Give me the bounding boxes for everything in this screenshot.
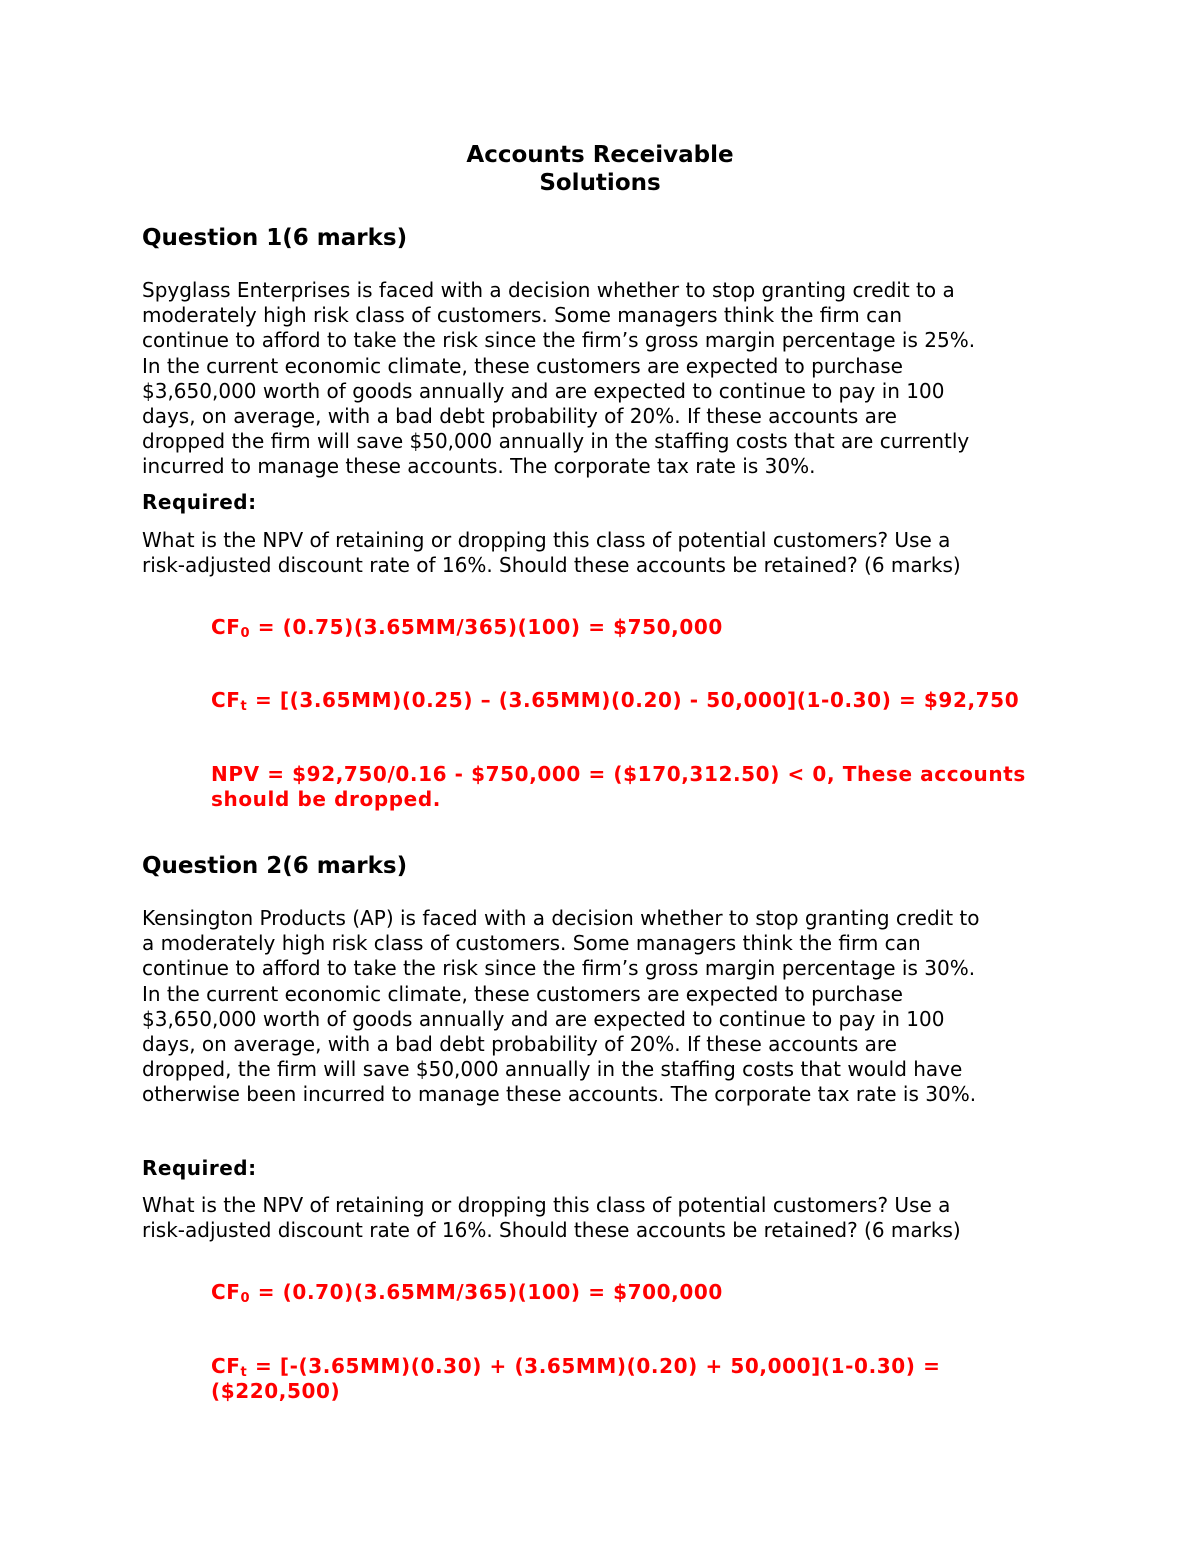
q2-required-line: risk-adjusted discount rate of 16%. Should these accounts be retained? (6 marks) [142, 1218, 961, 1243]
q1-body-line: days, on average, with a bad debt probability of 20%. If these accounts are [142, 404, 897, 429]
cf-symbol: CF [211, 1354, 241, 1378]
q2-body-line: In the current economic climate, these customers are expected to purchase [142, 981, 903, 1006]
q1-body-line: dropped the firm will save $50,000 annually in the staffing costs that are currently [142, 429, 970, 454]
cft-line-2: ($220,500) [211, 1379, 341, 1404]
cft-line-1 [211, 1354, 940, 1379]
q2-cf0-equation [211, 1280, 723, 1305]
npv-line: should be dropped. [211, 787, 441, 812]
cf-symbol: CF [211, 688, 241, 712]
q2-body-line: $3,650,000 worth of goods annually and are expected to continue to pay in 100 [142, 1006, 945, 1031]
q1-cft-equation [211, 688, 1019, 713]
q2-body-line: dropped, the firm will save $50,000 annually in the staffing costs that would have [142, 1057, 963, 1082]
cf-subscript: 0 [240, 1291, 251, 1306]
q1-body-line: In the current economic climate, these customers are expected to purchase [142, 353, 903, 378]
q1-cf0-equation [211, 615, 723, 640]
q2-body-line: otherwise been incurred to manage these accounts. The corporate tax rate is 30%. [142, 1082, 977, 1107]
cf0-expression: = (0.75)(3.65MM/365)(100) = $750,000 [250, 615, 723, 639]
q1-body-line: continue to afford to take the risk since the firm’s gross margin percentage is 25%. [142, 328, 976, 353]
q1-body-line: Spyglass Enterprises is faced with a decision whether to stop granting credit to a [142, 278, 955, 302]
cf-symbol: CF [211, 1280, 241, 1304]
question-1-required-label: Required: [142, 490, 257, 514]
question-2-heading: Question 2(6 marks) [142, 853, 408, 879]
q1-body-line: $3,650,000 worth of goods annually and are expected to continue to pay in 100 [142, 378, 945, 403]
q2-body-line: Kensington Products (AP) is faced with a decision whether to stop granting credit to [142, 906, 980, 930]
q1-body-line: incurred to manage these accounts. The corporate tax rate is 30%. [142, 454, 816, 479]
q1-npv-equation [211, 762, 1026, 812]
cft-expression: = [-(3.65MM)(0.30) + (3.65MM)(0.20) + 50,000](1-0.30) = [247, 1354, 941, 1378]
cf-symbol: CF [211, 615, 241, 639]
cf-subscript: 0 [240, 626, 251, 641]
q1-required-line: risk-adjusted discount rate of 16%. Should these accounts be retained? (6 marks) [142, 553, 961, 578]
question-2-body [142, 906, 979, 1108]
title-line-2: Solutions [539, 170, 661, 196]
cf-subscript: t [240, 1365, 248, 1380]
question-1-heading: Question 1(6 marks) [142, 225, 408, 251]
q2-cft-equation [211, 1354, 940, 1404]
q2-body-line: a moderately high risk class of customers. Some managers think the firm can [142, 931, 921, 956]
q2-body-line: days, on average, with a bad debt probability of 20%. If these accounts are [142, 1032, 897, 1057]
question-2-required-label: Required: [142, 1156, 257, 1180]
cf-subscript: t [240, 699, 248, 714]
cf0-expression: = (0.70)(3.65MM/365)(100) = $700,000 [250, 1280, 723, 1304]
question-1-body [142, 278, 975, 480]
title-line-1: Accounts Receivable [466, 142, 734, 168]
question-1-required-text [142, 528, 961, 578]
q1-body-line: moderately high risk class of customers. Some managers think the firm can [142, 303, 902, 328]
cft-expression: = [(3.65MM)(0.25) – (3.65MM)(0.20) - 50,000](1-0.30) = $92,750 [247, 688, 1020, 712]
npv-line: NPV = $92,750/0.16 - $750,000 = ($170,312.50) < 0, These accounts [211, 762, 1026, 786]
q2-required-line: What is the NPV of retaining or dropping this class of potential customers? Use a [142, 1193, 951, 1217]
page-title [0, 141, 1200, 197]
q2-body-line: continue to afford to take the risk since the firm’s gross margin percentage is 30%. [142, 956, 976, 981]
q1-required-line: What is the NPV of retaining or dropping this class of potential customers? Use a [142, 528, 951, 552]
question-2-required-text [142, 1193, 961, 1243]
